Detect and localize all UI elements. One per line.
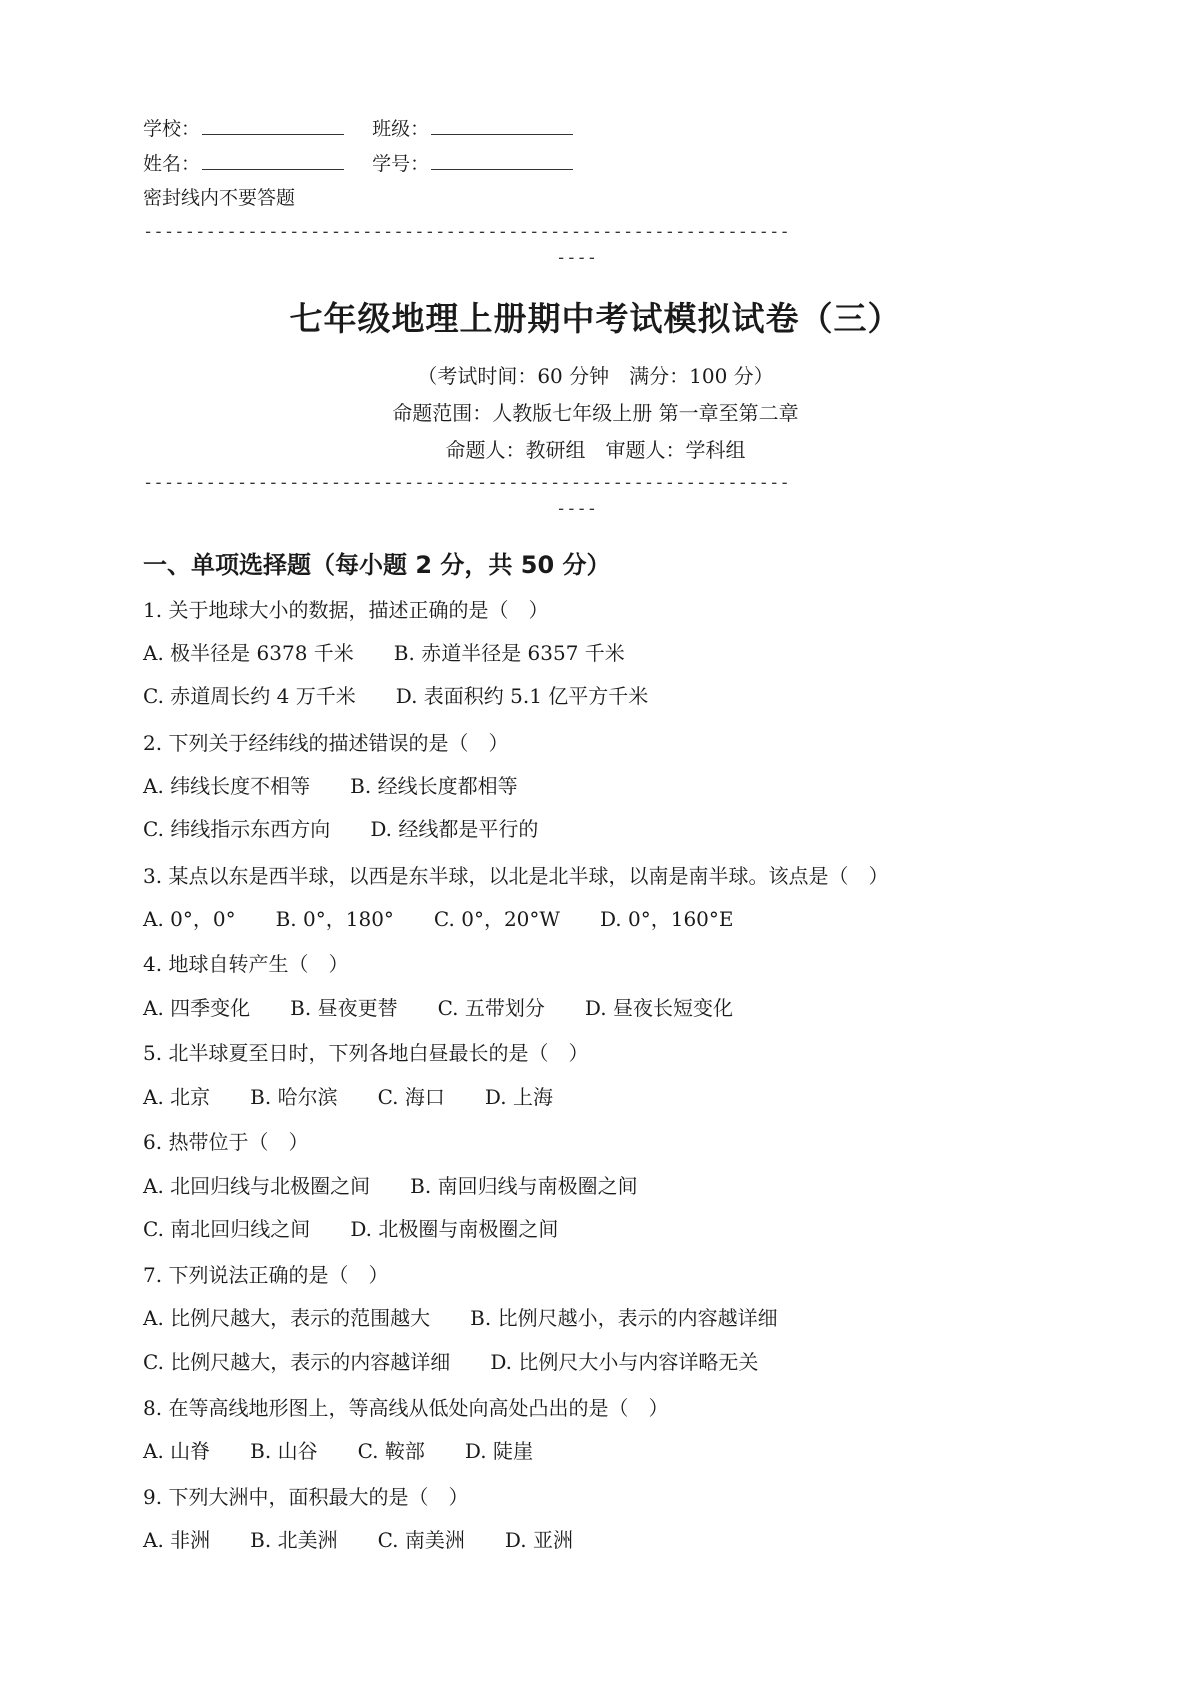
option[interactable]: A. 极半径是 6378 千米 [143,641,354,665]
option[interactable]: A. 比例尺越大，表示的范围越大 [143,1306,431,1330]
option[interactable]: D. 陡崖 [464,1439,533,1463]
header-row-1 [143,116,573,142]
option[interactable]: A. 山脊 [143,1439,211,1463]
question-9-options [143,1526,573,1554]
school-blank[interactable] [202,117,344,135]
option[interactable]: C. 南北回归线之间 [143,1217,311,1241]
option[interactable]: C. 赤道周长约 4 万千米 [143,684,356,708]
question-7-options-row-1 [143,1304,778,1332]
id-label: 学号： [372,153,430,175]
option[interactable]: D. 昼夜长短变化 [584,996,733,1020]
exam-title: 七年级地理上册期中考试模拟试卷（三） [289,299,902,338]
option[interactable]: C. 鞍部 [357,1439,425,1463]
option[interactable]: D. 北极圈与南极圈之间 [350,1217,559,1241]
option[interactable]: C. 海口 [377,1085,445,1109]
exam-authors: 命题人：教研组 审题人：学科组 [445,438,746,462]
question-9: 9. 下列大洲中，面积最大的是（ ） [143,1485,469,1509]
name-label: 姓名： [143,153,201,175]
option[interactable]: A. 0°，0° [143,907,236,931]
option[interactable]: C. 南美洲 [377,1528,465,1552]
option[interactable]: A. 非洲 [143,1528,211,1552]
option[interactable]: B. 经线长度都相等 [350,774,518,798]
question-8-options [143,1437,533,1465]
question-2-options-row-1 [143,772,518,800]
name-blank[interactable] [202,152,344,170]
option[interactable]: C. 纬线指示东西方向 [143,817,331,841]
option[interactable]: D. 0°，160°E [599,907,734,931]
question-6: 6. 热带位于（ ） [143,1130,309,1154]
school-label: 学校： [143,118,201,140]
exam-scope: 命题范围：人教版七年级上册 第一章至第二章 [392,401,799,425]
header-row-2 [143,151,573,177]
question-6-options-row-1 [143,1172,638,1200]
class-blank[interactable] [431,117,573,135]
divider-line: -------------------------------------------------------------- [143,473,790,493]
question-5-options [143,1083,553,1111]
option[interactable]: B. 昼夜更替 [290,996,398,1020]
option[interactable]: D. 经线都是平行的 [370,817,539,841]
class-label: 班级： [372,118,430,140]
question-3-options [143,905,734,933]
option[interactable]: A. 纬线长度不相等 [143,774,311,798]
id-field [372,151,573,177]
question-3: 3. 某点以东是西半球，以西是东半球，以北是北半球，以南是南半球。该点是（ ） [143,864,889,888]
option[interactable]: D. 比例尺大小与内容详略无关 [490,1350,759,1374]
option[interactable]: A. 四季变化 [143,996,251,1020]
option[interactable]: C. 比例尺越大，表示的内容越详细 [143,1350,451,1374]
seal-line-tail: ---- [556,248,597,268]
option[interactable]: A. 北京 [143,1085,211,1109]
section-heading: 一、单项选择题（每小题 2 分，共 50 分） [143,551,611,579]
option[interactable]: B. 哈尔滨 [250,1085,338,1109]
question-7: 7. 下列说法正确的是（ ） [143,1263,389,1287]
option[interactable]: A. 北回归线与北极圈之间 [143,1174,371,1198]
question-1-options-row-1 [143,639,625,667]
question-5: 5. 北半球夏至日时，下列各地白昼最长的是（ ） [143,1041,589,1065]
id-blank[interactable] [431,152,573,170]
option[interactable]: B. 0°，180° [275,907,394,931]
option[interactable]: D. 表面积约 5.1 亿平方千米 [395,684,649,708]
seal-line: -------------------------------------------------------------- [143,222,790,242]
question-7-options-row-2 [143,1348,758,1376]
question-2-options-row-2 [143,815,538,843]
school-field [143,116,344,142]
question-1: 1. 关于地球大小的数据，描述正确的是（ ） [143,598,549,622]
divider-line-tail: ---- [556,499,597,519]
option[interactable]: C. 0°，20°W [433,907,560,931]
exam-info: （考试时间：60 分钟 满分：100 分） [417,364,774,388]
option[interactable]: D. 亚洲 [504,1528,573,1552]
option[interactable]: B. 南回归线与南极圈之间 [410,1174,638,1198]
name-field [143,151,344,177]
class-field [372,116,573,142]
question-4: 4. 地球自转产生（ ） [143,952,349,976]
option[interactable]: B. 比例尺越小，表示的内容越详细 [470,1306,778,1330]
question-4-options [143,994,733,1022]
option[interactable]: B. 山谷 [250,1439,318,1463]
option[interactable]: B. 北美洲 [250,1528,338,1552]
option[interactable]: D. 上海 [484,1085,553,1109]
question-6-options-row-2 [143,1215,558,1243]
option[interactable]: B. 赤道半径是 6357 千米 [393,641,625,665]
option[interactable]: C. 五带划分 [437,996,545,1020]
question-2: 2. 下列关于经纬线的描述错误的是（ ） [143,731,509,755]
question-8: 8. 在等高线地形图上，等高线从低处向高处凸出的是（ ） [143,1396,669,1420]
seal-note: 密封线内不要答题 [143,187,296,209]
question-1-options-row-2 [143,682,648,710]
